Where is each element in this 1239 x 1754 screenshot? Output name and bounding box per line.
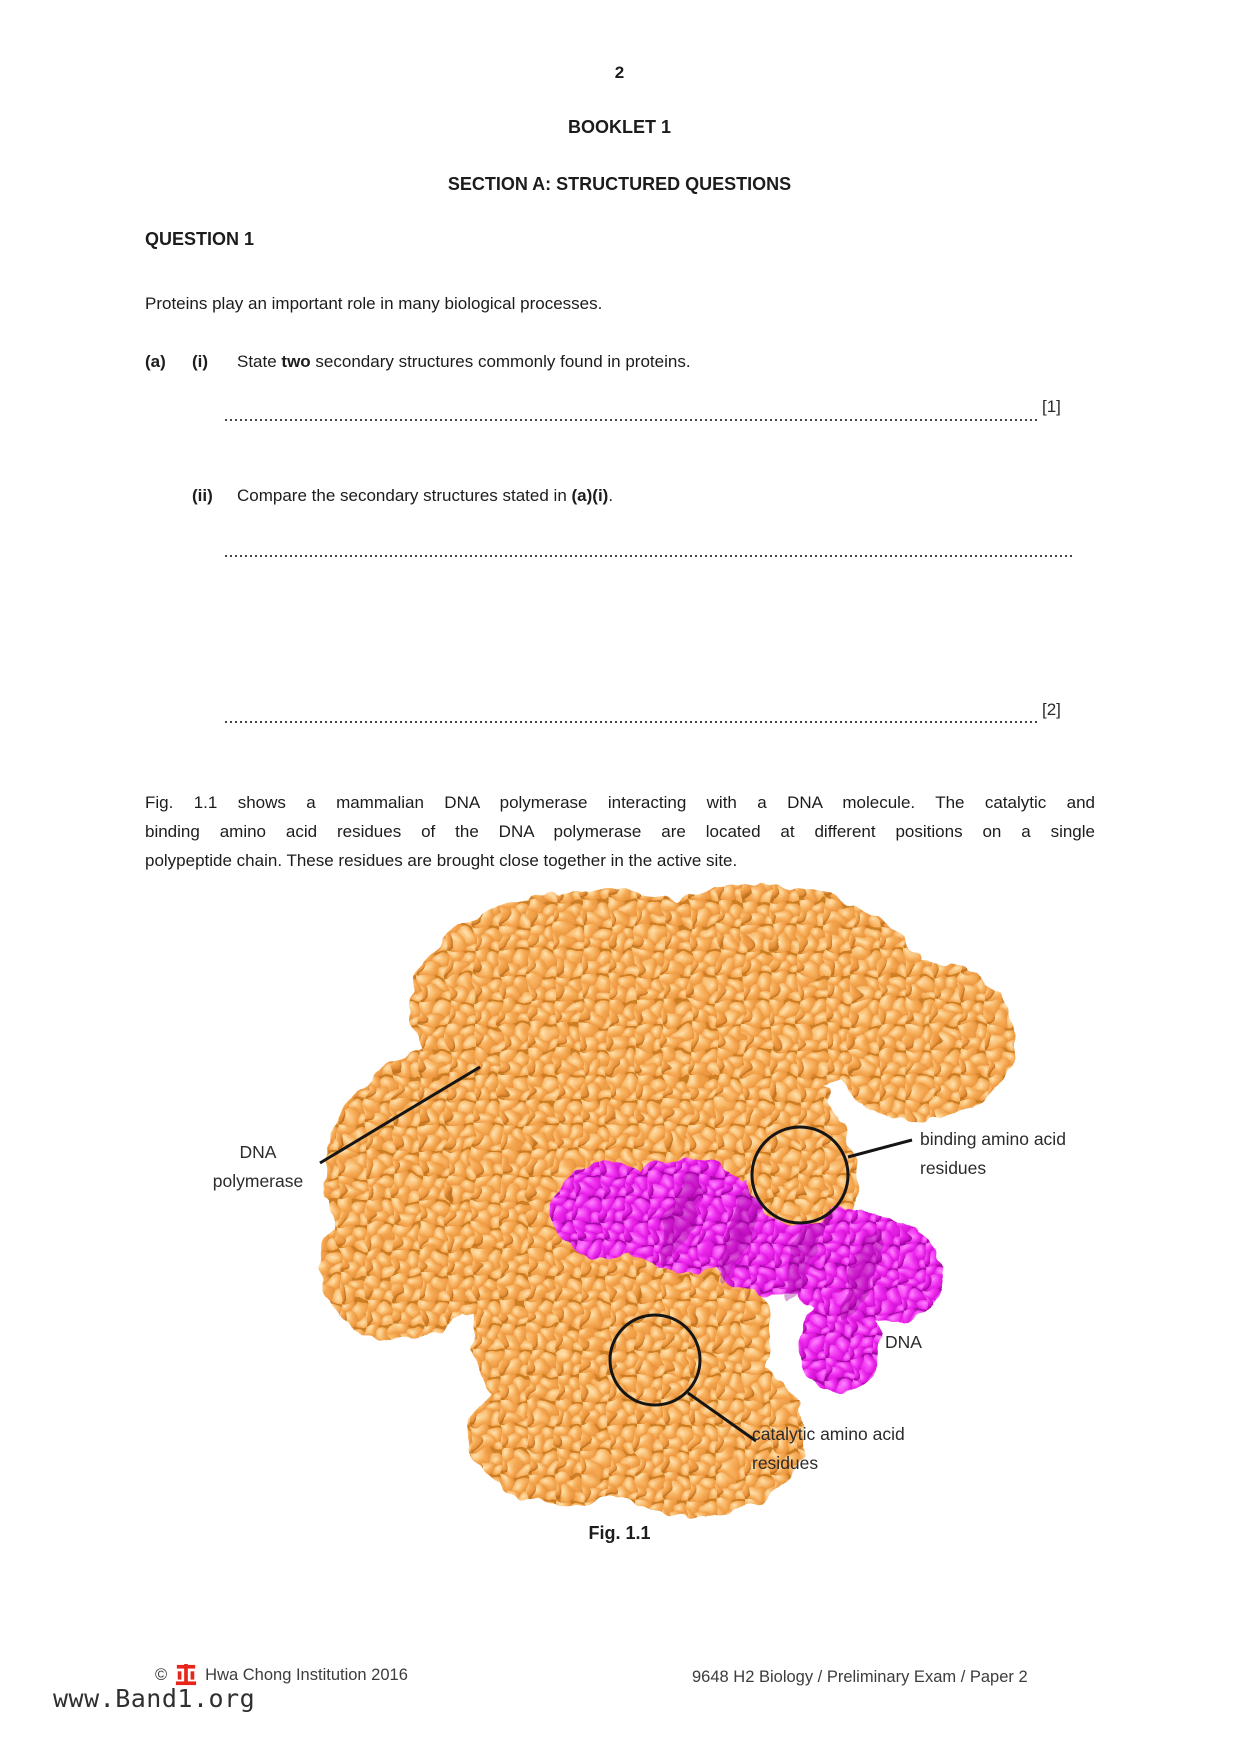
part-a-i-text-post: secondary structures commonly found in proteins. xyxy=(310,352,691,371)
part-a-i-text-pre: State xyxy=(237,352,282,371)
marks-a-i: [1] xyxy=(1042,397,1061,416)
part-a-ii-text-pre: Compare the secondary structures stated in xyxy=(237,486,572,505)
footer-institution-text: Hwa Chong Institution 2016 xyxy=(205,1665,408,1684)
section-title: SECTION A: STRUCTURED QUESTIONS xyxy=(447,174,792,194)
page-number: 2 xyxy=(614,63,625,82)
answer-line-a-ii-2 xyxy=(225,720,1037,723)
part-a-ii-number: (ii) xyxy=(192,486,213,505)
figure-intro-paragraph xyxy=(145,788,1095,875)
part-a-ii-text xyxy=(237,486,613,506)
figure-caption: Fig. 1.1 xyxy=(588,1523,651,1543)
booklet-title: BOOKLET 1 xyxy=(567,117,671,137)
part-a-ii-text-post: . xyxy=(608,486,614,505)
answer-line-a-i xyxy=(225,418,1037,421)
footer-copyright xyxy=(155,1664,408,1686)
label-dna-polymerase: DNA polymerase xyxy=(212,1142,304,1191)
answer-line-a-ii-1 xyxy=(225,554,1073,557)
label-dna: DNA xyxy=(885,1332,922,1352)
part-a-i-text-bold: two xyxy=(281,352,311,371)
part-a-i-text xyxy=(237,352,691,372)
label-catalytic-amino-acid-residues: catalytic amino acid residues xyxy=(752,1424,905,1473)
marks-a-ii: [2] xyxy=(1042,700,1061,719)
watermark-text: www.Band1.org xyxy=(53,1684,256,1713)
question-heading: QUESTION 1 xyxy=(145,229,255,249)
question-intro-text: Proteins play an important role in many biological processes. xyxy=(145,294,603,313)
copyright-symbol: © xyxy=(155,1665,168,1684)
part-a-i-number: (i) xyxy=(192,352,209,371)
part-a-ii-row xyxy=(192,486,613,506)
figure-intro-line-1: Fig. 1.1 shows a mammalian DNA polymerase interacting with a DNA molecule. The catalytic and xyxy=(145,793,1095,812)
figure-1-1 xyxy=(150,875,1110,1535)
part-a-label: (a) xyxy=(145,352,166,371)
label-binding-amino-acid-residues: binding amino acid residues xyxy=(920,1129,1066,1178)
hwa-chong-logo-icon xyxy=(174,1664,198,1686)
figure-intro-line-2: binding amino acid residues of the DNA polymerase are located at different positions on a single xyxy=(145,822,1095,841)
footer-paper-reference: 9648 H2 Biology / Preliminary Exam / Paper 2 xyxy=(692,1668,1028,1686)
binding-leader-line xyxy=(848,1140,912,1157)
protein-dna-illustration xyxy=(150,875,1110,1535)
part-a-i-row xyxy=(145,352,691,372)
part-a-ii-text-bold: (a)(i) xyxy=(571,486,609,505)
figure-intro-line-3: polypeptide chain. These residues are brought close together in the active site. xyxy=(145,851,738,870)
